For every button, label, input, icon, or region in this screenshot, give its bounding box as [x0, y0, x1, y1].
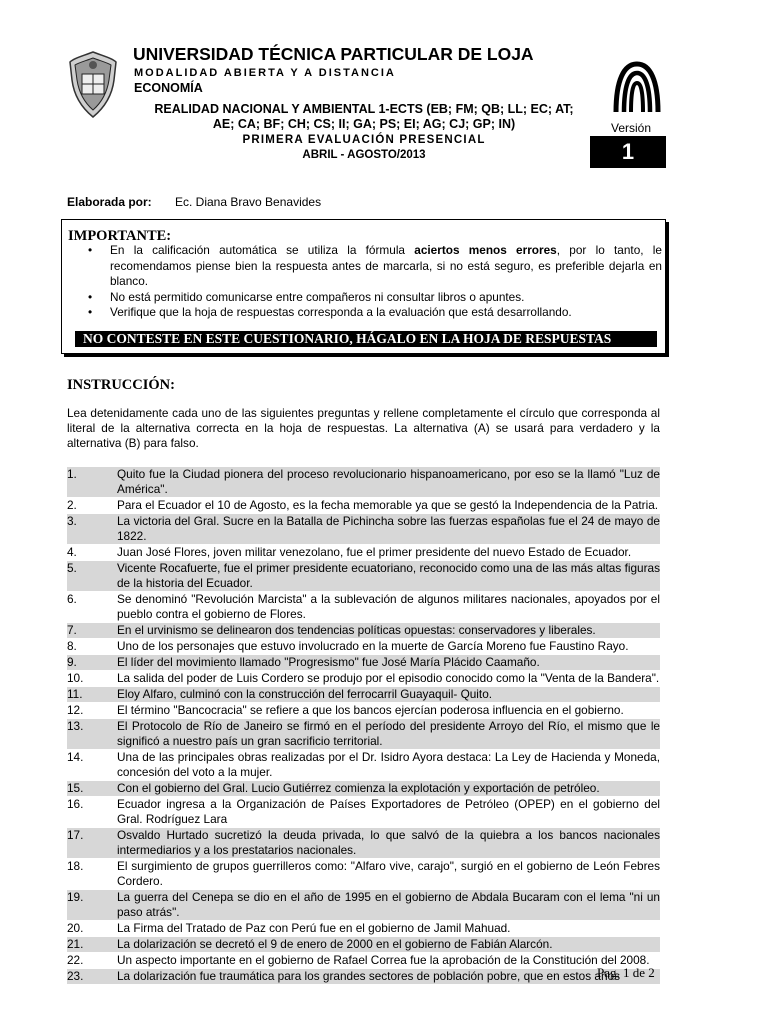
bullet-text-end: , por lo tanto, le recomendamos piense bien la respuesta antes de marcarla, si no está seguro, es preferible dejarla en blanco. [110, 243, 662, 289]
question-number: 11. [67, 687, 83, 701]
important-title: IMPORTANTE: [68, 228, 172, 244]
bullet-icon: • [88, 305, 93, 319]
question-number: 14. [67, 750, 84, 764]
question-row [67, 687, 660, 702]
question-row [67, 639, 660, 654]
question-number: 20. [67, 921, 84, 935]
question-row [67, 623, 660, 638]
university-crest-icon [68, 50, 118, 120]
evaluation-period: ABRIL - AGOSTO/2013 [302, 149, 426, 161]
question-number: 6. [67, 592, 77, 606]
question-number: 2. [67, 498, 77, 512]
author-name: Ec. Diana Bravo Benavides [175, 195, 322, 209]
question-number: 23. [67, 969, 84, 983]
bullet-text-start: En la calificación automática se utiliza la fórmula [110, 243, 415, 257]
question-row [67, 750, 660, 780]
question-number: 13. [67, 719, 84, 733]
question-text: Ecuador ingresa a la Organización de Países Exportadores de Petróleo (OPEP) en el gobierno del Gral. Rodríguez Lara [117, 797, 660, 826]
question-text: Uno de los personajes que estuvo involucrado en la muerte de García Moreno fue Faustino Rayo. [117, 639, 629, 653]
question-text: Se denominó "Revolución Marcista" a la sublevación de algunos militares nacionales, apoyados por el pueblo contra el gobierno de Flores. [117, 592, 660, 621]
question-text: El Protocolo de Río de Janeiro se firmó en el período del presidente Arroyo del Río, el mismo que le significó a nuestro país un gran sacrificio territorial. [117, 719, 660, 748]
question-number: 16. [67, 797, 84, 811]
bullet-icon: • [88, 243, 93, 257]
question-text: Una de las principales obras realizadas por el Dr. Isidro Ayora destaca: La Ley de Hacienda y Moneda, concesión del voto a la mujer. [117, 750, 660, 779]
question-text: La salida del poder de Luis Cordero se produjo por el episodio conocido como la "Venta de la Bandera". [117, 671, 660, 685]
question-row [67, 467, 660, 497]
question-number: 22. [67, 953, 84, 967]
question-row [67, 655, 660, 670]
question-row [67, 671, 660, 686]
question-number: 1. [67, 467, 77, 481]
version-label: Versión [610, 121, 652, 135]
university-name: UNIVERSIDAD TÉCNICA PARTICULAR DE LOJA [133, 44, 534, 64]
question-row [67, 969, 660, 984]
question-number: 19. [67, 890, 84, 904]
bullet-text-bold: aciertos menos errores [414, 243, 557, 257]
question-text: Quito fue la Ciudad pionera del proceso revolucionario hispanoamericano, por eso se la llamó "Luz de América". [117, 467, 660, 496]
question-text: Eloy Alfaro, culminó con la construcción del ferrocarril Guayaquil- Quito. [117, 687, 493, 701]
question-number: 17. [67, 828, 84, 842]
question-text: La victoria del Gral. Sucre en la Batalla de Pichincha sobre las fuerzas españolas fue el 24 de mayo de 1822. [117, 514, 660, 543]
question-row [67, 953, 660, 968]
question-row [67, 592, 660, 622]
question-row [67, 797, 660, 827]
bullet-icon: • [88, 290, 93, 304]
question-text: Un aspecto importante en el gobierno de Rafael Correa fue la aprobación de la Constitución del 2008. [117, 953, 650, 967]
question-text: El líder del movimiento llamado "Progresismo" fue José María Plácido Caamaño. [117, 655, 540, 669]
question-text: Con el gobierno del Gral. Lucio Gutiérrez comienza la explotación y exportación de petróleo. [117, 781, 600, 795]
question-number: 4. [67, 545, 77, 559]
question-text: La Firma del Tratado de Paz con Perú fue en el gobierno de Jamil Mahuad. [117, 921, 511, 935]
question-row [67, 781, 660, 796]
question-row [67, 514, 660, 544]
bullet-text: Verifique que la hoja de respuestas corresponda a la evaluación que está desarrollando. [110, 305, 572, 319]
question-row [67, 498, 660, 513]
question-text: La dolarización se decretó el 9 de enero de 2000 en el gobierno de Fabián Alarcón. [117, 937, 553, 951]
question-number: 12. [67, 703, 84, 717]
open-distance-logo-icon [610, 60, 664, 114]
question-list [67, 467, 660, 985]
instruction-title: INSTRUCCIÓN: [67, 377, 175, 393]
question-number: 3. [67, 514, 77, 528]
question-text: El término "Bancocracia" se refiere a que los bancos ejercían poderosa influencia en el gobierno. [117, 703, 624, 717]
question-text: La dolarización fue traumática para los grandes sectores de población pobre, que en estos años [117, 969, 620, 983]
question-number: 8. [67, 639, 77, 653]
question-row [67, 561, 660, 591]
question-text: El surgimiento de grupos guerrilleros como: "Alfaro vive, carajo", surgió en el gobierno de León Febres Cordero. [117, 859, 660, 888]
author-label: Elaborada por: [67, 195, 152, 209]
question-text: Osvaldo Hurtado sucretizó la deuda privada, lo que salvó de la quiebra a los bancos nacionales intermediarios y a los prestatarios nacionales. [117, 828, 660, 857]
question-row [67, 921, 660, 936]
question-text: Juan José Flores, joven militar venezolano, fue el primer presidente del nuevo Estado de Ecuador. [117, 545, 632, 559]
question-row [67, 937, 660, 952]
question-number: 15. [67, 781, 84, 795]
question-number: 5. [67, 561, 77, 575]
bullet-text [110, 243, 662, 290]
question-number: 9. [67, 655, 77, 669]
question-row [67, 545, 660, 560]
question-number: 10. [67, 671, 84, 685]
question-row [67, 828, 660, 858]
question-number: 21. [67, 937, 84, 951]
question-number: 18. [67, 859, 84, 873]
version-number: 1 [590, 136, 666, 168]
question-row [67, 859, 660, 889]
bullet-text: No está permitido comunicarse entre compañeros ni consultar libros o apuntes. [110, 290, 525, 304]
question-text: La guerra del Cenepa se dio en el año de 1995 en el gobierno de Abdala Bucaram con el lema "ni un paso atrás". [117, 890, 660, 919]
question-text: Vicente Rocafuerte, fue el primer presidente ecuatoriano, reconocido como una de las más altas figuras de la historia del Ecuador. [117, 561, 660, 590]
modality: MODALIDAD ABIERTA Y A DISTANCIA [134, 67, 396, 79]
question-text: Para el Ecuador el 10 de Agosto, es la fecha memorable ya que se gestó la Independencia de la Patria. [117, 498, 659, 512]
question-row [67, 703, 660, 718]
question-row [67, 719, 660, 749]
instruction-text: Lea detenidamente cada uno de las siguientes preguntas y rellene completamente el círculo que corresponda al literal de la alternativa correcta en la hoja de respuestas. La alternativa (A) se usará para verdadero y la alternativa (B) para falso. [67, 406, 660, 450]
question-text: En el urvinismo se delinearon dos tendencias políticas opuestas: conservadores y liberales. [117, 623, 596, 637]
course-title [134, 99, 594, 134]
notice-banner: NO CONTESTE EN ESTE CUESTIONARIO, HÁGALO EN LA HOJA DE RESPUESTAS [75, 331, 657, 347]
question-row [67, 890, 660, 920]
evaluation-type: PRIMERA EVALUACIÓN PRESENCIAL [242, 134, 486, 146]
course-line-1: REALIDAD NACIONAL Y AMBIENTAL 1-ECTS (EB; FM; QB; LL; EC; AT; [154, 102, 574, 116]
course-line-2: AE; CA; BF; CH; CS; II; GA; PS; EI; AG; CJ; GP; IN) [212, 117, 516, 131]
faculty-name: ECONOMÍA [134, 81, 203, 95]
question-number: 7. [67, 623, 77, 637]
page-number: Pag. 1 de 2 [597, 965, 655, 980]
